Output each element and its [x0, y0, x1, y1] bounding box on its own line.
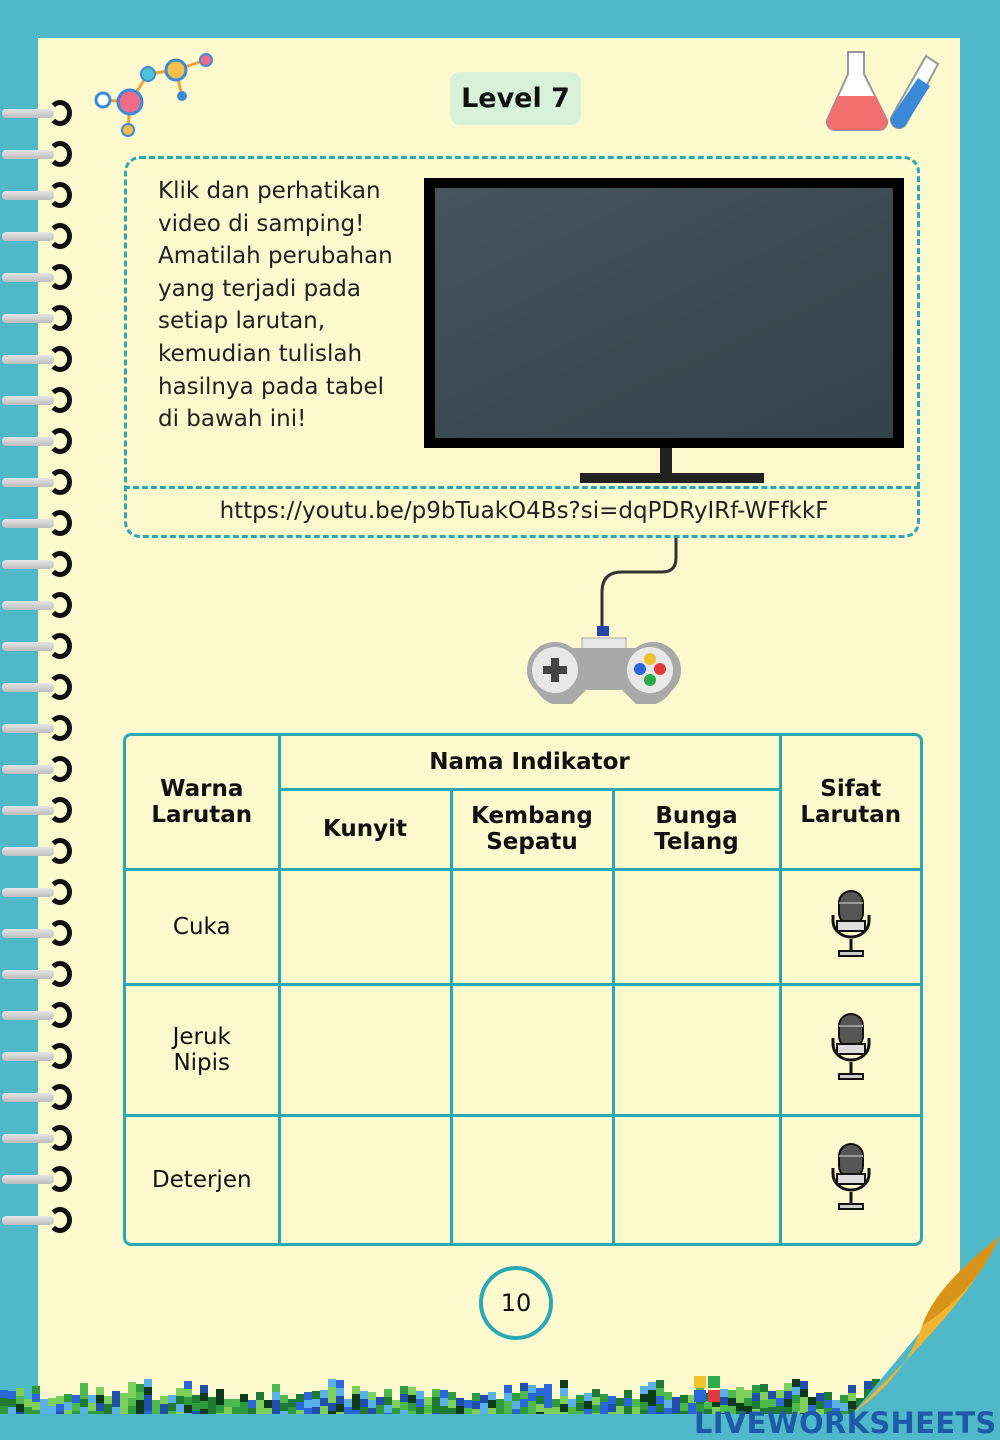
controller-cable — [590, 536, 690, 636]
spiral-ring — [2, 879, 72, 903]
instruction-line: hasilnya pada tabel — [158, 373, 384, 400]
spiral-ring — [2, 838, 72, 862]
row-label: Deterjen — [126, 1115, 279, 1243]
spiral-ring — [2, 592, 72, 616]
video-link[interactable]: https://youtu.be/p9bTuakO4Bs?si=dqPDRyIRf-WFfkkF — [219, 498, 829, 524]
tv-icon[interactable] — [424, 178, 904, 448]
spiral-ring — [2, 674, 72, 698]
header-nama-indikator: Nama Indikator — [279, 736, 780, 789]
spiral-ring — [2, 920, 72, 944]
spiral-ring — [2, 387, 72, 411]
answer-cell-kembang-sepatu[interactable] — [451, 984, 613, 1115]
microphone-icon[interactable] — [827, 889, 875, 959]
instruction-line: di bawah ini! — [158, 406, 307, 433]
answer-cell-sifat[interactable] — [780, 984, 920, 1115]
answer-cell-bunga-telang[interactable] — [613, 1115, 780, 1243]
table-row — [126, 1115, 920, 1243]
instruction-line: yang terjadi pada — [158, 275, 361, 302]
flask-icon — [826, 48, 946, 136]
spiral-binding — [0, 100, 80, 1250]
answer-cell-sifat[interactable] — [780, 869, 920, 984]
header-bunga-telang: Bunga Telang — [613, 789, 780, 869]
spiral-ring — [2, 428, 72, 452]
table-row — [126, 869, 920, 984]
spiral-ring — [2, 510, 72, 534]
answer-cell-bunga-telang[interactable] — [613, 984, 780, 1115]
instruction-line: Amatilah perubahan — [158, 243, 393, 270]
answer-cell-sifat[interactable] — [780, 1115, 920, 1243]
spiral-ring — [2, 756, 72, 780]
answer-cell-kembang-sepatu[interactable] — [451, 1115, 613, 1243]
header-kunyit: Kunyit — [279, 789, 451, 869]
instruction-divider — [124, 486, 920, 489]
instruction-line: Klik dan perhatikan — [158, 178, 381, 204]
instruction-text — [158, 175, 420, 436]
spiral-ring — [2, 223, 72, 247]
row-label: Cuka — [126, 869, 279, 984]
answer-cell-kunyit[interactable] — [279, 869, 451, 984]
microphone-icon[interactable] — [827, 1012, 875, 1082]
answer-cell-kunyit[interactable] — [279, 984, 451, 1115]
row-label: Jeruk Nipis — [126, 984, 279, 1115]
spiral-ring — [2, 551, 72, 575]
tv-stand-neck — [660, 448, 672, 474]
spiral-ring — [2, 469, 72, 493]
indicator-table — [123, 733, 923, 1246]
liveworksheets-logo — [694, 1372, 1000, 1440]
answer-cell-kembang-sepatu[interactable] — [451, 869, 613, 984]
tv-stand-base — [580, 473, 764, 483]
header-sifat-larutan: Sifat Larutan — [780, 736, 920, 869]
spiral-ring — [2, 1084, 72, 1108]
spiral-ring — [2, 633, 72, 657]
microphone-icon[interactable] — [827, 1142, 875, 1212]
molecule-icon — [88, 50, 218, 140]
liveworksheets-logo-icon — [694, 1376, 720, 1402]
spiral-ring — [2, 1166, 72, 1190]
spiral-ring — [2, 182, 72, 206]
spiral-ring — [2, 961, 72, 985]
brand-text: LIVEWORKSHEETS — [694, 1406, 997, 1440]
spiral-ring — [2, 100, 72, 124]
spiral-ring — [2, 1125, 72, 1149]
spiral-ring — [2, 797, 72, 821]
spiral-ring — [2, 1043, 72, 1067]
header-warna-larutan: Warna Larutan — [126, 736, 279, 869]
instruction-line: video di samping! — [158, 210, 365, 237]
spiral-ring — [2, 715, 72, 739]
level-title: Level 7 — [461, 83, 570, 114]
spiral-ring — [2, 141, 72, 165]
video-screen[interactable] — [435, 188, 893, 438]
spiral-ring — [2, 305, 72, 329]
spiral-ring — [2, 346, 72, 370]
answer-cell-bunga-telang[interactable] — [613, 869, 780, 984]
spiral-ring — [2, 1207, 72, 1231]
table-row — [126, 984, 920, 1115]
page-number: 10 — [479, 1266, 553, 1340]
spiral-ring — [2, 1002, 72, 1026]
answer-cell-kunyit[interactable] — [279, 1115, 451, 1243]
header-kembang-sepatu: Kembang Sepatu — [451, 789, 613, 869]
game-controller-icon — [522, 626, 686, 706]
level-badge — [450, 72, 581, 125]
instruction-line: setiap larutan, — [158, 308, 326, 335]
spiral-ring — [2, 264, 72, 288]
instruction-line: kemudian tulislah — [158, 340, 363, 367]
